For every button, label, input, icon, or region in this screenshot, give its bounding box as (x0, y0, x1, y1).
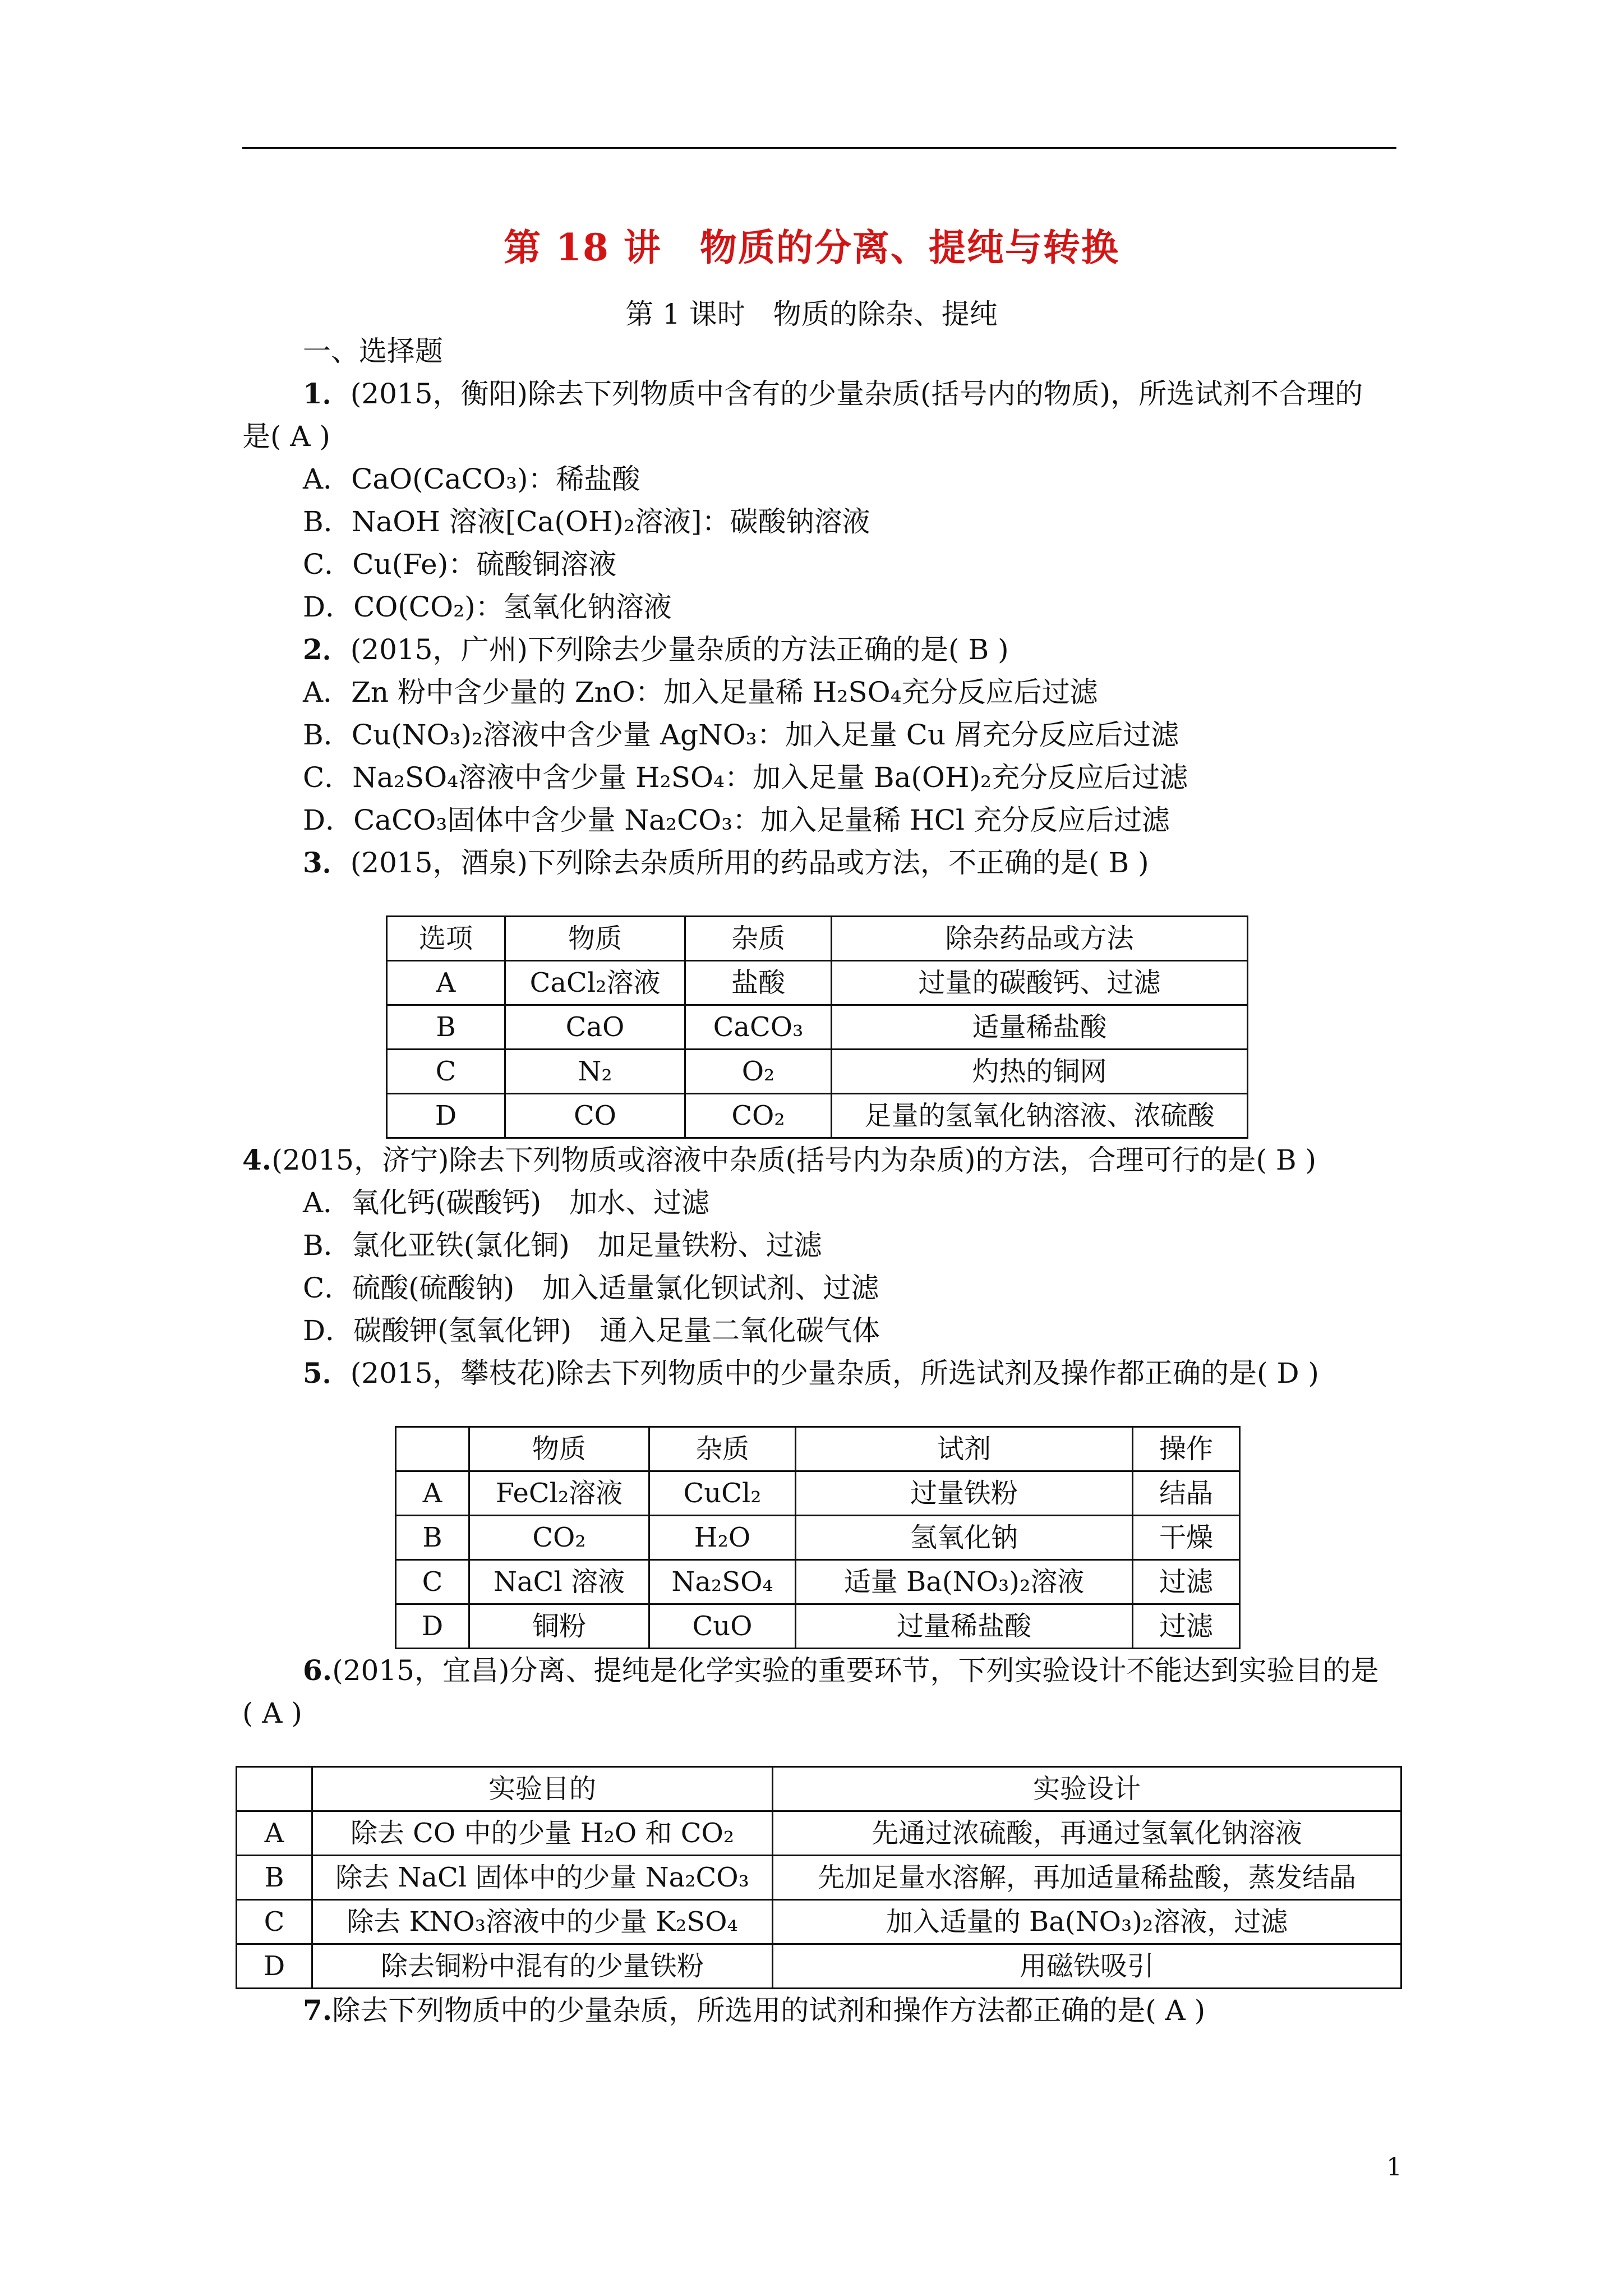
spacer (242, 884, 1398, 915)
table-cell: Na₂SO₄ (649, 1560, 796, 1604)
table-cell: 先加足量水溶解，再加适量稀盐酸，蒸发结晶 (773, 1856, 1401, 1900)
table-header-row (396, 1427, 1240, 1471)
option: A．氧化钙(碳酸钙) 加水、过滤 (303, 1186, 710, 1219)
table-cell: 结晶 (1133, 1471, 1240, 1516)
table-cell: 用磁铁吸引 (773, 1944, 1401, 1989)
table-header-row (237, 1767, 1401, 1811)
table-row (387, 961, 1248, 1005)
question-text: (2015，酒泉)下列除去杂质所用的药品或方法，不正确的是( B ) (350, 846, 1149, 879)
table-cell: 灼热的铜网 (832, 1050, 1248, 1094)
table-row (237, 1944, 1401, 1989)
table-row (396, 1471, 1240, 1516)
question-text: (2015，济宁)除去下列物质或溶液中杂质(括号内为杂质)的方法，合理可行的是( B ) (271, 1144, 1317, 1176)
page-number: 1 (1386, 2153, 1402, 2182)
table-cell: CaCl₂溶液 (505, 961, 685, 1005)
option: C．Cu(Fe)：硫酸铜溶液 (303, 548, 617, 581)
table-cell: 盐酸 (685, 961, 832, 1005)
table-cell: 除去 NaCl 固体中的少量 Na₂CO₃ (312, 1856, 773, 1900)
table-cell: 先通过浓硫酸，再通过氢氧化钠溶液 (773, 1811, 1401, 1856)
question-number: 6. (303, 1654, 333, 1687)
table-row (237, 1900, 1401, 1944)
table-cell: 过量铁粉 (796, 1471, 1133, 1516)
table-cell: B (396, 1516, 469, 1560)
lesson-subtitle: 第 1 课时 物质的除杂、提纯 (625, 298, 998, 330)
question-2-stem (242, 628, 1398, 671)
header-rule (242, 147, 1396, 149)
table-row (387, 1050, 1248, 1094)
table-header-cell (396, 1427, 469, 1471)
table-header-cell: 物质 (469, 1427, 649, 1471)
table-header-cell: 杂质 (685, 917, 832, 961)
table-header-cell: 试剂 (796, 1427, 1133, 1471)
table-header-cell: 物质 (505, 917, 685, 961)
table-cell: 适量 Ba(NO₃)₂溶液 (796, 1560, 1133, 1604)
table-row (387, 1005, 1248, 1050)
table-cell: 除去铜粉中混有的少量铁粉 (312, 1944, 773, 1989)
option: A．CaO(CaCO₃)：稀盐酸 (303, 463, 640, 495)
table-header-cell: 除杂药品或方法 (832, 917, 1248, 961)
table-cell: 铜粉 (469, 1604, 649, 1649)
question-text: (2015，广州)下列除去少量杂质的方法正确的是( B ) (350, 633, 1009, 666)
question-number: 4. (242, 1143, 272, 1176)
question-5-table (395, 1426, 1241, 1649)
table-cell: 适量稀盐酸 (832, 1005, 1248, 1050)
table-cell: CaCO₃ (685, 1005, 832, 1050)
table-cell: 除去 KNO₃溶液中的少量 K₂SO₄ (312, 1900, 773, 1944)
question-6-stem (242, 1649, 1398, 1692)
question-3-stem (242, 841, 1398, 884)
table-header-row (387, 917, 1248, 961)
table-cell: B (237, 1856, 312, 1900)
table-cell: 过量的碳酸钙、过滤 (832, 961, 1248, 1005)
option: B．Cu(NO₃)₂溶液中含少量 AgNO₃：加入足量 Cu 屑充分反应后过滤 (303, 719, 1179, 751)
question-6-stem-continued: ( A ) (242, 1697, 302, 1729)
question-number: 7. (303, 1994, 333, 2027)
question-number: 1． (303, 377, 351, 410)
table-header-cell: 实验目的 (312, 1767, 773, 1811)
section-heading: 一、选择题 (303, 335, 443, 367)
question-text: (2015，攀枝花)除去下列物质中的少量杂质，所选试剂及操作都正确的是( D ) (350, 1357, 1319, 1389)
table-cell: CuCl₂ (649, 1471, 796, 1516)
table-cell: B (387, 1005, 505, 1050)
option: C．硫酸(硫酸钠) 加入适量氯化钡试剂、过滤 (303, 1272, 879, 1304)
table-header-cell (237, 1767, 312, 1811)
question-text: (2015，宜昌)分离、提纯是化学实验的重要环节，下列实验设计不能达到实验目的是 (332, 1654, 1379, 1687)
question-1-stem (242, 372, 1398, 415)
question-text: (2015，衡阳)除去下列物质中含有的少量杂质(括号内的物质)，所选试剂不合理的 (350, 378, 1363, 410)
table-cell: 过量稀盐酸 (796, 1604, 1133, 1649)
table-cell: 氢氧化钠 (796, 1516, 1133, 1560)
lesson-title: 第 18 讲 物质的分离、提纯与转换 (504, 226, 1119, 269)
table-cell: CO₂ (685, 1094, 832, 1138)
question-3-table (386, 915, 1248, 1139)
table-cell: A (396, 1471, 469, 1516)
table-cell: 加入适量的 Ba(NO₃)₂溶液，过滤 (773, 1900, 1401, 1944)
option: D．CaCO₃固体中含少量 Na₂CO₃：加入足量稀 HCl 充分反应后过滤 (303, 804, 1170, 836)
content (242, 330, 1398, 2032)
spacer (242, 1734, 1398, 1766)
table-cell: H₂O (649, 1516, 796, 1560)
table-cell: C (396, 1560, 469, 1604)
table-row (387, 1094, 1248, 1138)
option: C．Na₂SO₄溶液中含少量 H₂SO₄：加入足量 Ba(OH)₂充分反应后过滤 (303, 761, 1188, 794)
option: D．碳酸钾(氢氧化钾) 通入足量二氧化碳气体 (303, 1314, 880, 1347)
table-cell: 足量的氢氧化钠溶液、浓硫酸 (832, 1094, 1248, 1138)
table-cell: CaO (505, 1005, 685, 1050)
table-cell: CuO (649, 1604, 796, 1649)
table-cell: A (387, 961, 505, 1005)
question-6-table (236, 1766, 1402, 1989)
table-cell: 除去 CO 中的少量 H₂O 和 CO₂ (312, 1811, 773, 1856)
table-row (396, 1604, 1240, 1649)
table-cell: NaCl 溶液 (469, 1560, 649, 1604)
option: B．氯化亚铁(氯化铜) 加足量铁粉、过滤 (303, 1229, 822, 1262)
table-header-cell: 杂质 (649, 1427, 796, 1471)
option: A．Zn 粉中含少量的 ZnO：加入足量稀 H₂SO₄充分反应后过滤 (303, 676, 1098, 708)
table-cell: FeCl₂溶液 (469, 1471, 649, 1516)
question-text: 除去下列物质中的少量杂质，所选用的试剂和操作方法都正确的是( A ) (332, 1994, 1206, 2027)
table-row (396, 1560, 1240, 1604)
table-cell: 过滤 (1133, 1604, 1240, 1649)
option: D．CO(CO₂)：氢氧化钠溶液 (303, 591, 672, 623)
question-number: 5． (303, 1356, 351, 1389)
table-cell: A (237, 1811, 312, 1856)
table-cell: 过滤 (1133, 1560, 1240, 1604)
spacer (242, 1395, 1398, 1426)
table-header-cell: 操作 (1133, 1427, 1240, 1471)
table-header-cell: 选项 (387, 917, 505, 961)
question-7-stem (242, 1989, 1398, 2032)
table-cell: 干燥 (1133, 1516, 1240, 1560)
table-cell: N₂ (505, 1050, 685, 1094)
question-number: 3． (303, 846, 351, 879)
table-cell: D (396, 1604, 469, 1649)
table-cell: C (237, 1900, 312, 1944)
table-row (237, 1811, 1401, 1856)
table-cell: O₂ (685, 1050, 832, 1094)
question-number: 2． (303, 633, 351, 666)
question-5-stem (242, 1352, 1398, 1395)
table-cell: C (387, 1050, 505, 1094)
table-row (396, 1516, 1240, 1560)
question-1-stem-continued: 是( A ) (242, 420, 330, 453)
table-cell: CO (505, 1094, 685, 1138)
table-cell: D (387, 1094, 505, 1138)
table-cell: CO₂ (469, 1516, 649, 1560)
question-4-stem (242, 1139, 1398, 1181)
option: B．NaOH 溶液[Ca(OH)₂溶液]：碳酸钠溶液 (303, 505, 870, 538)
table-cell: D (237, 1944, 312, 1989)
table-row (237, 1856, 1401, 1900)
table-header-cell: 实验设计 (773, 1767, 1401, 1811)
